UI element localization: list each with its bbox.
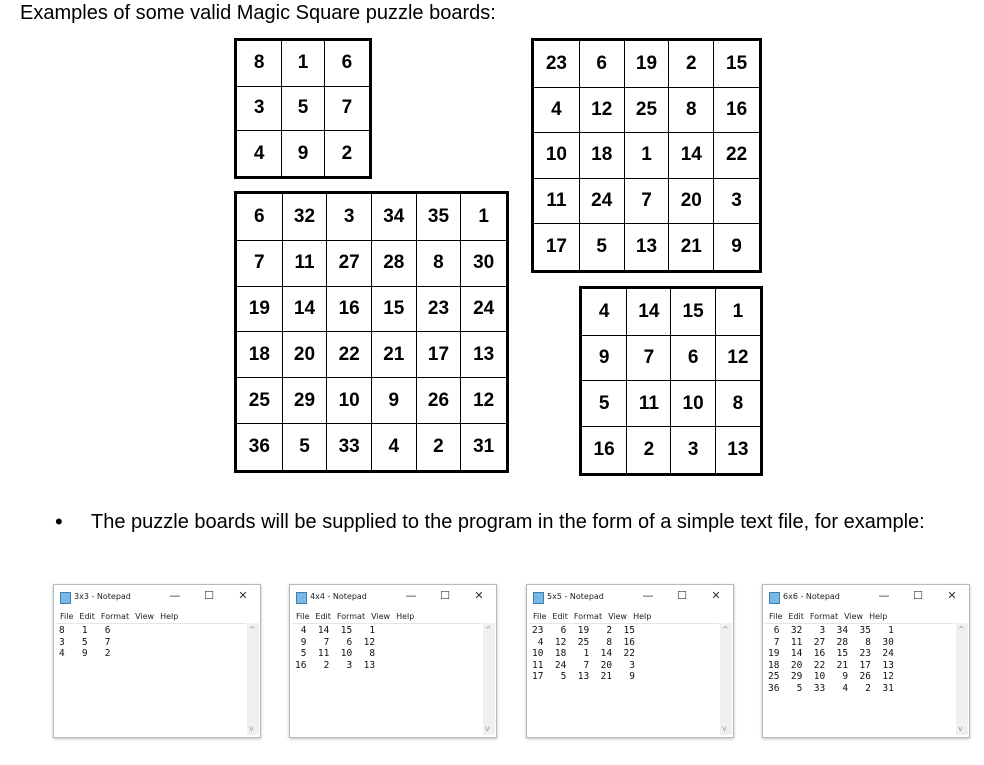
magic-square-4x4 bbox=[579, 286, 763, 476]
grid-cell: 21 bbox=[669, 224, 714, 272]
grid-cell: 9 bbox=[714, 224, 761, 272]
grid-cell: 20 bbox=[669, 178, 714, 224]
scroll-up-icon[interactable]: ^ bbox=[722, 625, 729, 634]
grid-cell: 6 bbox=[324, 40, 370, 87]
menu-bar bbox=[60, 612, 184, 621]
vertical-scrollbar[interactable] bbox=[720, 623, 732, 735]
window-title: 6x6 - Notepad bbox=[783, 592, 840, 601]
grid-cell: 31 bbox=[461, 424, 508, 472]
notepad-window bbox=[526, 584, 734, 738]
scroll-down-icon[interactable]: v bbox=[722, 724, 727, 733]
minimize-button[interactable]: — bbox=[405, 589, 417, 602]
bullet-text: The puzzle boards will be supplied to the program in the form of a simple text file, for example: bbox=[91, 511, 925, 533]
menu-item-file[interactable]: File bbox=[769, 612, 783, 621]
grid-cell: 18 bbox=[236, 332, 283, 378]
grid-row bbox=[236, 86, 371, 131]
grid-cell: 2 bbox=[669, 40, 714, 88]
notepad-icon bbox=[769, 592, 780, 604]
grid-cell: 27 bbox=[327, 240, 372, 286]
close-button[interactable]: ✕ bbox=[238, 589, 248, 602]
bullet-point: • bbox=[55, 509, 63, 534]
grid-row bbox=[236, 240, 508, 286]
grid-row bbox=[533, 133, 761, 179]
grid-cell: 4 bbox=[371, 424, 416, 472]
grid-cell: 9 bbox=[581, 335, 627, 381]
title-bar[interactable] bbox=[527, 585, 733, 609]
grid-cell: 20 bbox=[282, 332, 327, 378]
grid-cell: 2 bbox=[416, 424, 461, 472]
grid-cell: 16 bbox=[714, 87, 761, 133]
grid-cell: 29 bbox=[282, 378, 327, 424]
grid-cell: 9 bbox=[371, 378, 416, 424]
grid-cell: 3 bbox=[714, 178, 761, 224]
grid-cell: 25 bbox=[624, 87, 669, 133]
grid-cell: 25 bbox=[236, 378, 283, 424]
grid-cell: 14 bbox=[669, 133, 714, 179]
window-title: 5x5 - Notepad bbox=[547, 592, 604, 601]
grid-row bbox=[533, 178, 761, 224]
grid-cell: 13 bbox=[461, 332, 508, 378]
grid-cell: 12 bbox=[461, 378, 508, 424]
menu-item-view[interactable]: View bbox=[135, 612, 155, 621]
grid-cell: 19 bbox=[236, 286, 283, 332]
minimize-button[interactable]: — bbox=[642, 589, 654, 602]
grid-cell: 32 bbox=[282, 193, 327, 241]
menu-item-file[interactable]: File bbox=[296, 612, 310, 621]
file-content: 8 1 6 3 5 7 4 9 2 bbox=[59, 625, 111, 659]
vertical-scrollbar[interactable] bbox=[483, 623, 495, 735]
grid-cell: 3 bbox=[671, 427, 715, 475]
window-title: 4x4 - Notepad bbox=[310, 592, 367, 601]
close-button[interactable]: ✕ bbox=[711, 589, 721, 602]
window-title: 3x3 - Notepad bbox=[74, 592, 131, 601]
grid-cell: 21 bbox=[371, 332, 416, 378]
menu-item-file[interactable]: File bbox=[60, 612, 74, 621]
grid-cell: 8 bbox=[715, 381, 761, 427]
minimize-button[interactable]: — bbox=[169, 589, 181, 602]
grid-cell: 23 bbox=[416, 286, 461, 332]
menu-item-view[interactable]: View bbox=[371, 612, 391, 621]
menu-bar bbox=[296, 612, 420, 621]
grid-row bbox=[236, 424, 508, 472]
grid-cell: 6 bbox=[671, 335, 715, 381]
grid-row bbox=[581, 288, 762, 336]
grid-cell: 11 bbox=[282, 240, 327, 286]
grid-row bbox=[236, 378, 508, 424]
grid-cell: 22 bbox=[327, 332, 372, 378]
notepad-icon bbox=[533, 592, 544, 604]
grid-cell: 7 bbox=[324, 86, 370, 131]
menu-item-help[interactable]: Help bbox=[869, 612, 888, 621]
menu-item-help[interactable]: Help bbox=[633, 612, 652, 621]
menu-item-edit[interactable]: Edit bbox=[79, 612, 95, 621]
grid-row bbox=[236, 332, 508, 378]
menu-item-format[interactable]: Format bbox=[573, 612, 603, 621]
grid-cell: 15 bbox=[371, 286, 416, 332]
grid-cell: 17 bbox=[533, 224, 580, 272]
title-bar[interactable] bbox=[763, 585, 969, 609]
grid-cell: 1 bbox=[624, 133, 669, 179]
grid-cell: 24 bbox=[579, 178, 624, 224]
file-content: 23 6 19 2 15 4 12 25 8 16 10 18 1 14 22 11 24 7 20 3 17 5 13 21 9 bbox=[532, 625, 635, 682]
grid-cell: 15 bbox=[671, 288, 715, 336]
menu-item-edit[interactable]: Edit bbox=[552, 612, 568, 621]
maximize-button[interactable]: ☐ bbox=[913, 589, 923, 602]
grid-cell: 3 bbox=[327, 193, 372, 241]
grid-cell: 17 bbox=[416, 332, 461, 378]
magic-square-3x3 bbox=[234, 38, 372, 179]
grid-cell: 18 bbox=[579, 133, 624, 179]
menu-item-edit[interactable]: Edit bbox=[315, 612, 331, 621]
menu-item-format[interactable]: Format bbox=[809, 612, 839, 621]
scroll-up-icon[interactable]: ^ bbox=[485, 625, 492, 634]
grid-cell: 16 bbox=[581, 427, 627, 475]
grid-cell: 5 bbox=[581, 381, 627, 427]
grid-cell: 12 bbox=[579, 87, 624, 133]
grid-row bbox=[533, 224, 761, 272]
menu-item-format[interactable]: Format bbox=[336, 612, 366, 621]
grid-cell: 4 bbox=[581, 288, 627, 336]
grid-cell: 5 bbox=[282, 424, 327, 472]
scroll-down-icon[interactable]: v bbox=[958, 724, 963, 733]
text-area[interactable] bbox=[56, 623, 246, 735]
grid-row bbox=[581, 381, 762, 427]
close-button[interactable]: ✕ bbox=[474, 589, 484, 602]
grid-cell: 1 bbox=[461, 193, 508, 241]
magic-square-5x5 bbox=[531, 38, 762, 273]
title-bar[interactable] bbox=[290, 585, 496, 609]
grid-cell: 5 bbox=[579, 224, 624, 272]
grid-cell: 11 bbox=[627, 381, 671, 427]
grid-cell: 9 bbox=[282, 131, 325, 178]
grid-cell: 35 bbox=[416, 193, 461, 241]
notepad-window bbox=[53, 584, 261, 738]
grid-cell: 10 bbox=[533, 133, 580, 179]
grid-cell: 7 bbox=[236, 240, 283, 286]
grid-cell: 34 bbox=[371, 193, 416, 241]
grid-cell: 22 bbox=[714, 133, 761, 179]
menu-item-edit[interactable]: Edit bbox=[788, 612, 804, 621]
title-bar[interactable] bbox=[54, 585, 260, 609]
grid-cell: 10 bbox=[327, 378, 372, 424]
grid-cell: 24 bbox=[461, 286, 508, 332]
text-area[interactable] bbox=[529, 623, 719, 735]
grid-cell: 23 bbox=[533, 40, 580, 88]
menu-bar bbox=[769, 612, 893, 621]
grid-cell: 15 bbox=[714, 40, 761, 88]
grid-cell: 3 bbox=[236, 86, 282, 131]
menu-item-view[interactable]: View bbox=[608, 612, 628, 621]
grid-cell: 2 bbox=[627, 427, 671, 475]
notepad-window bbox=[762, 584, 970, 738]
grid-cell: 4 bbox=[236, 131, 282, 178]
grid-cell: 13 bbox=[715, 427, 761, 475]
grid-cell: 6 bbox=[579, 40, 624, 88]
maximize-button[interactable]: ☐ bbox=[204, 589, 214, 602]
grid-cell: 8 bbox=[236, 40, 282, 87]
vertical-scrollbar[interactable] bbox=[247, 623, 259, 735]
grid-row bbox=[236, 40, 371, 87]
scroll-up-icon[interactable]: ^ bbox=[249, 625, 256, 634]
notepad-window bbox=[289, 584, 497, 738]
scroll-up-icon[interactable]: ^ bbox=[958, 625, 965, 634]
maximize-button[interactable]: ☐ bbox=[677, 589, 687, 602]
close-button[interactable]: ✕ bbox=[947, 589, 957, 602]
menu-bar bbox=[533, 612, 657, 621]
grid-cell: 2 bbox=[324, 131, 370, 178]
grid-cell: 11 bbox=[533, 178, 580, 224]
grid-row bbox=[236, 193, 508, 241]
grid-cell: 28 bbox=[371, 240, 416, 286]
scroll-down-icon[interactable]: v bbox=[249, 724, 254, 733]
minimize-button[interactable]: — bbox=[878, 589, 890, 602]
menu-item-help[interactable]: Help bbox=[396, 612, 415, 621]
grid-row bbox=[581, 335, 762, 381]
menu-item-format[interactable]: Format bbox=[100, 612, 130, 621]
grid-cell: 19 bbox=[624, 40, 669, 88]
grid-cell: 36 bbox=[236, 424, 283, 472]
grid-cell: 5 bbox=[282, 86, 325, 131]
text-area[interactable] bbox=[292, 623, 482, 735]
menu-item-file[interactable]: File bbox=[533, 612, 547, 621]
grid-cell: 13 bbox=[624, 224, 669, 272]
grid-cell: 7 bbox=[624, 178, 669, 224]
grid-cell: 8 bbox=[416, 240, 461, 286]
notepad-icon bbox=[60, 592, 71, 604]
grid-cell: 33 bbox=[327, 424, 372, 472]
file-content: 6 32 3 34 35 1 7 11 27 28 8 30 19 14 16 15 23 24 18 20 22 21 17 13 25 29 10 9 26 12 36 5 33 4 2 31 bbox=[768, 625, 894, 694]
grid-cell: 10 bbox=[671, 381, 715, 427]
grid-cell: 12 bbox=[715, 335, 761, 381]
grid-cell: 14 bbox=[627, 288, 671, 336]
text-area[interactable] bbox=[765, 623, 955, 735]
grid-cell: 6 bbox=[236, 193, 283, 241]
menu-item-help[interactable]: Help bbox=[160, 612, 179, 621]
scroll-down-icon[interactable]: v bbox=[485, 724, 490, 733]
grid-cell: 1 bbox=[282, 40, 325, 87]
file-content: 4 14 15 1 9 7 6 12 5 11 10 8 16 2 3 13 bbox=[295, 625, 376, 671]
grid-row bbox=[533, 87, 761, 133]
grid-row bbox=[236, 286, 508, 332]
notepad-icon bbox=[296, 592, 307, 604]
grid-cell: 4 bbox=[533, 87, 580, 133]
grid-row bbox=[236, 131, 371, 178]
grid-row bbox=[533, 40, 761, 88]
grid-cell: 30 bbox=[461, 240, 508, 286]
maximize-button[interactable]: ☐ bbox=[440, 589, 450, 602]
grid-cell: 26 bbox=[416, 378, 461, 424]
grid-cell: 16 bbox=[327, 286, 372, 332]
menu-item-view[interactable]: View bbox=[844, 612, 864, 621]
vertical-scrollbar[interactable] bbox=[956, 623, 968, 735]
grid-cell: 8 bbox=[669, 87, 714, 133]
grid-cell: 14 bbox=[282, 286, 327, 332]
grid-cell: 7 bbox=[627, 335, 671, 381]
grid-cell: 1 bbox=[715, 288, 761, 336]
page-heading: Examples of some valid Magic Square puzzle boards: bbox=[20, 2, 496, 24]
grid-row bbox=[581, 427, 762, 475]
magic-square-6x6 bbox=[234, 191, 509, 473]
